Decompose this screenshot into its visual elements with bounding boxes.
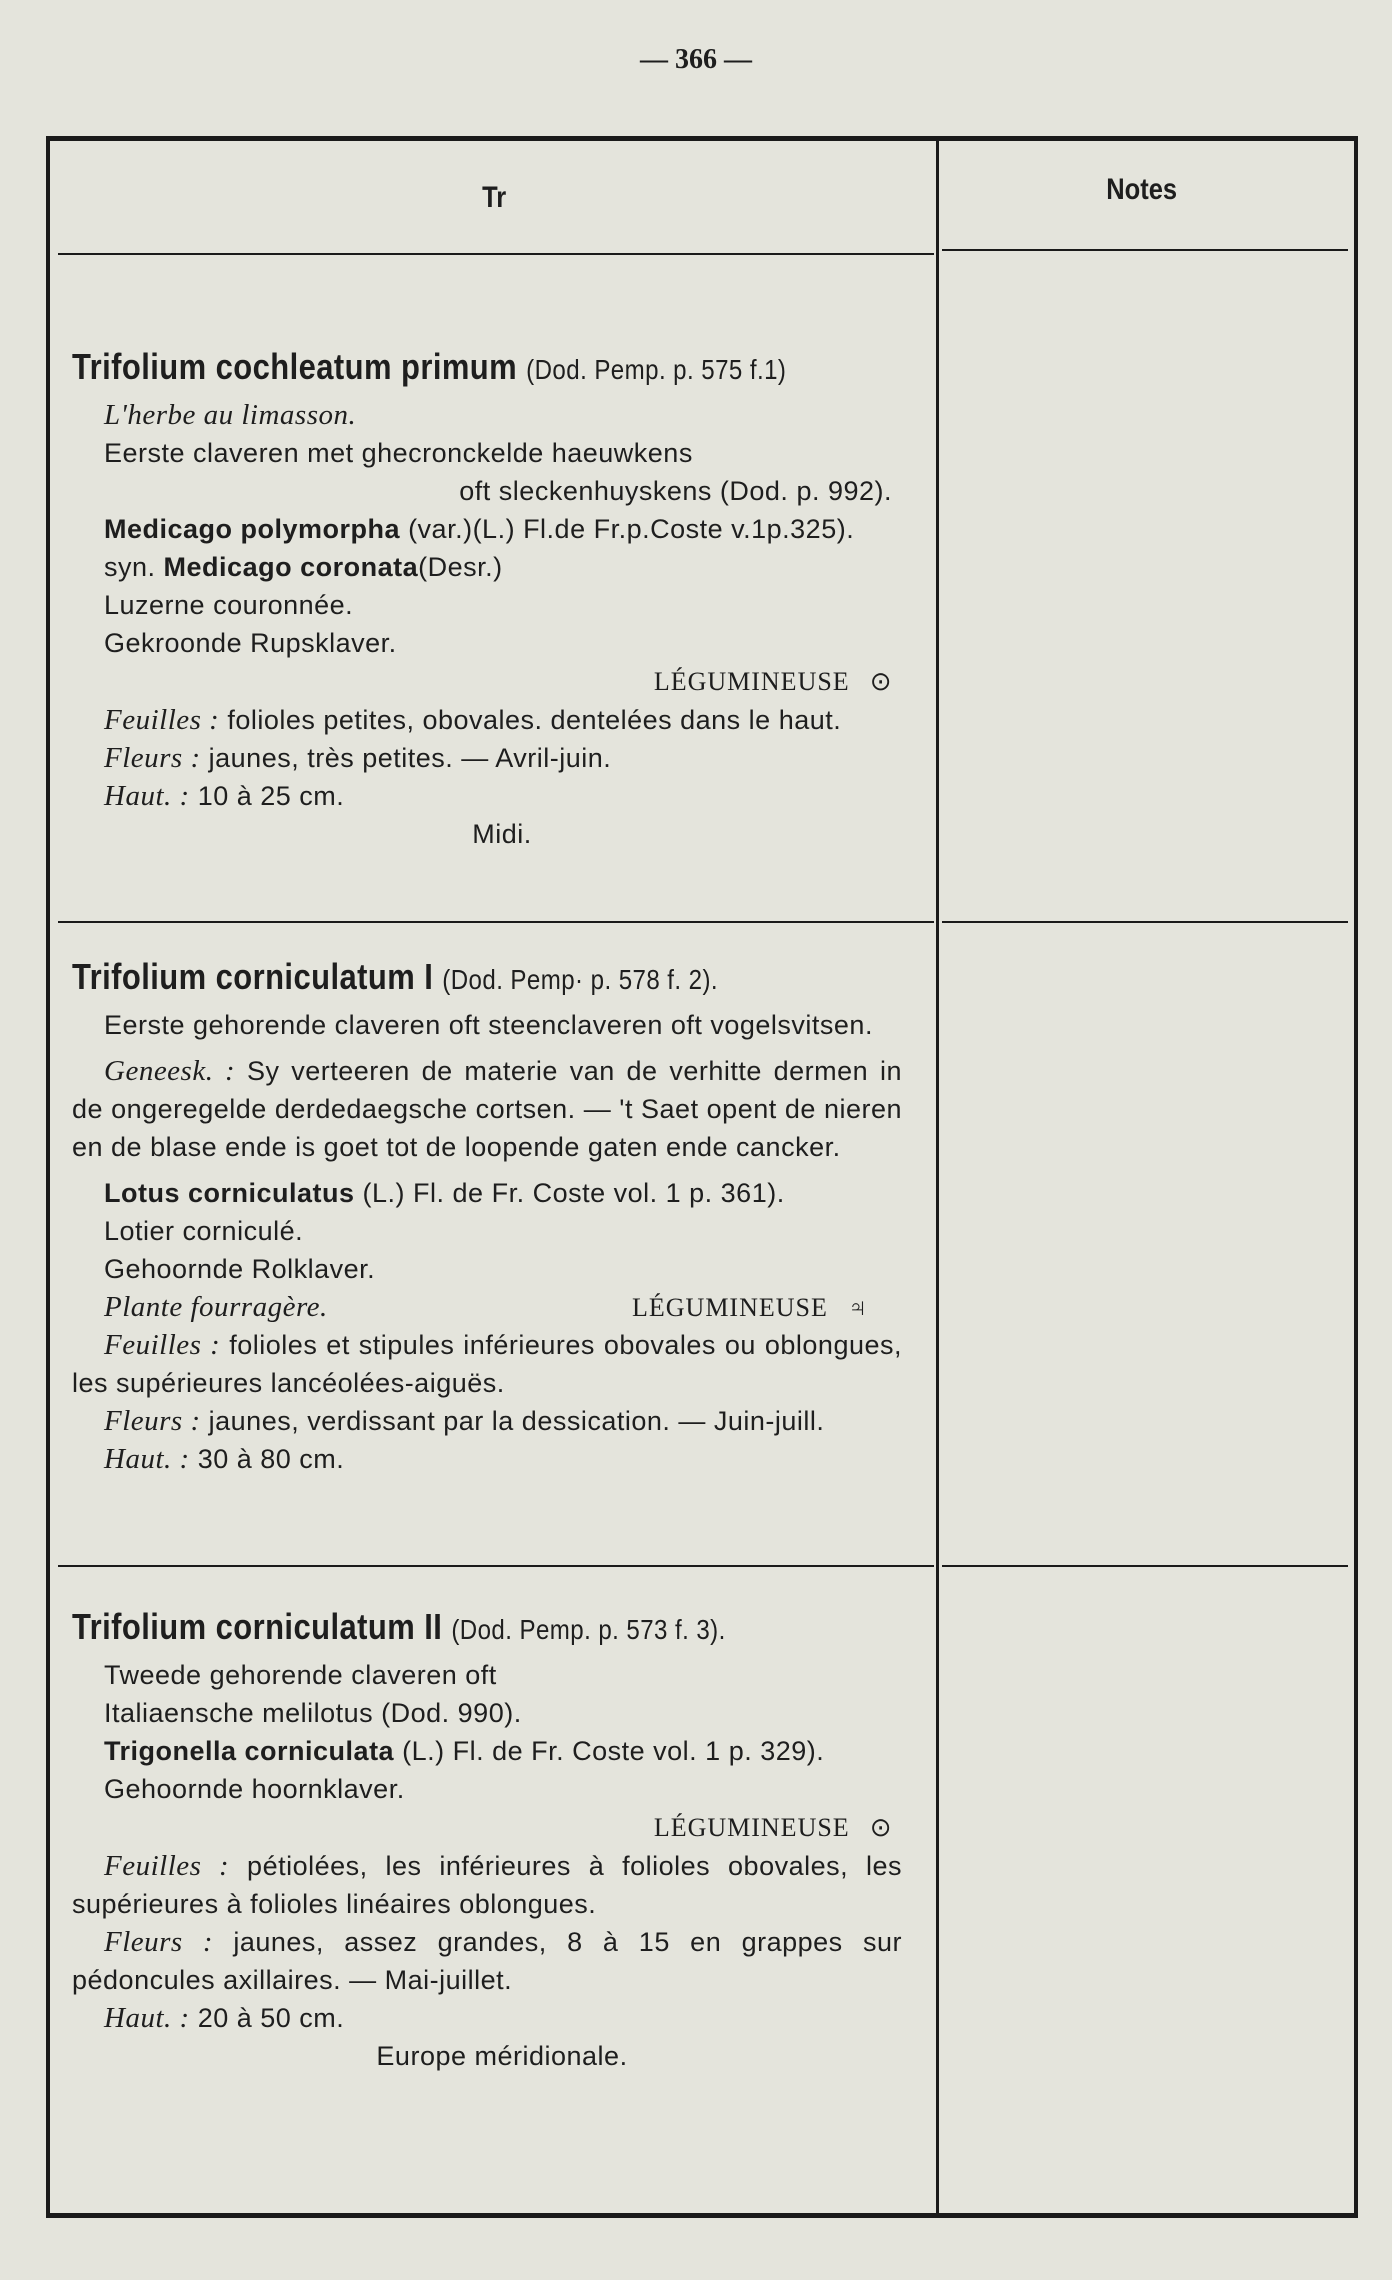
dutch-common-name: Gehoornde Rolklaver.: [104, 1254, 376, 1284]
dutch-common-name: Gehoornde hoornklaver.: [104, 1774, 405, 1804]
entry-title: Trifolium cochleatum primum (Dod. Pemp. p. 575 f.1): [72, 346, 787, 387]
row-divider: [942, 249, 1348, 251]
leaves-desc: Feuilles : folioles et stipules inférieures obovales ou oblongues, les supérieures lancéolées-aiguës.: [72, 1329, 902, 1398]
entry-trifolium-cochleatum: [72, 341, 932, 853]
region: Midi.: [472, 819, 532, 849]
height-desc: Haut. : 10 à 25 cm.: [104, 780, 345, 812]
french-name: L'herbe au limasson.: [104, 399, 357, 431]
synonym: syn. Medicago coronata(Desr.): [104, 552, 503, 582]
height-desc: Haut. : 30 à 80 cm.: [104, 1443, 345, 1475]
entry-trifolium-corniculatum-1: [72, 951, 932, 1478]
column-header-notes: Notes: [1106, 173, 1178, 206]
flowers-desc: Fleurs : jaunes, très petites. — Avril-juin.: [104, 742, 612, 774]
leaves-desc: Feuilles : folioles petites, obovales. dentelées dans le haut.: [104, 704, 842, 736]
medicinal-note: Geneesk. : Sy verteeren de materie van de verhitte dermen in de ongeregelde derdedaegsche cortsen. — 't Saet opent de nieren en de blase ende is goet tot de loopende gaten ende cancker.: [72, 1055, 902, 1162]
region: Europe méridionale.: [376, 2041, 628, 2071]
annual-symbol-icon: ⊙: [869, 666, 892, 696]
column-header-tr: Tr: [482, 181, 507, 214]
flowers-desc: Fleurs : jaunes, assez grandes, 8 à 15 en grappes sur pédoncules axillaires. — Mai-juillet.: [72, 1926, 903, 1995]
dutch-common-name: Gekroonde Rupsklaver.: [104, 628, 397, 658]
height-desc: Haut. : 20 à 50 cm.: [104, 2002, 345, 2034]
french-common-name: Luzerne couronnée.: [104, 590, 354, 620]
dutch-name: Eerste claveren met ghecronckelde haeuwkens: [104, 438, 693, 468]
french-common-name: Lotier corniculé.: [104, 1216, 304, 1246]
scientific-name: Medicago polymorpha (var.)(L.) Fl.de Fr.p.Coste v.1p.325).: [104, 514, 855, 544]
entry-title: Trifolium corniculatum I (Dod. Pemp· p. 578 f. 2).: [72, 956, 719, 997]
column-divider: [936, 141, 939, 2213]
row-divider: [942, 921, 1348, 923]
row-divider: [58, 921, 934, 923]
family: LÉGUMINEUSE ⊙: [653, 666, 892, 696]
row-divider: [942, 1565, 1348, 1567]
leaves-desc: Feuilles : pétiolées, les inférieures à folioles obovales, les supérieures à folioles linéaires oblongues.: [72, 1850, 902, 1919]
page-number: — 366 —: [640, 44, 752, 75]
row-divider: [58, 253, 934, 255]
dutch-name: Tweede gehorende claveren oft: [104, 1660, 497, 1690]
entry-trifolium-corniculatum-2: [72, 1601, 932, 2075]
herbal-table: [46, 136, 1358, 2218]
dutch-name-cont: Italiaensche melilotus (Dod. 990).: [104, 1698, 522, 1728]
flowers-desc: Fleurs : jaunes, verdissant par la dessication. — Juin-juill.: [104, 1405, 825, 1437]
scientific-name: Trigonella corniculata (L.) Fl. de Fr. Coste vol. 1 p. 329).: [104, 1736, 825, 1766]
family: LÉGUMINEUSE ⊙: [653, 1812, 892, 1842]
forage-family: Plante fourragère. LÉGUMINEUSE ♃: [104, 1291, 868, 1323]
scientific-name: Lotus corniculatus (L.) Fl. de Fr. Coste vol. 1 p. 361).: [104, 1178, 785, 1208]
dutch-name: Eerste gehorende claveren oft steenclaveren oft vogelsvitsen.: [104, 1010, 873, 1040]
annual-symbol-icon: ⊙: [869, 1812, 892, 1842]
entry-title: Trifolium corniculatum II (Dod. Pemp. p. 573 f. 3).: [72, 1606, 726, 1647]
row-divider: [58, 1565, 934, 1567]
perennial-symbol-icon: ♃: [847, 1292, 868, 1322]
dutch-name-cont: oft sleckenhuyskens (Dod. p. 992).: [459, 476, 892, 506]
